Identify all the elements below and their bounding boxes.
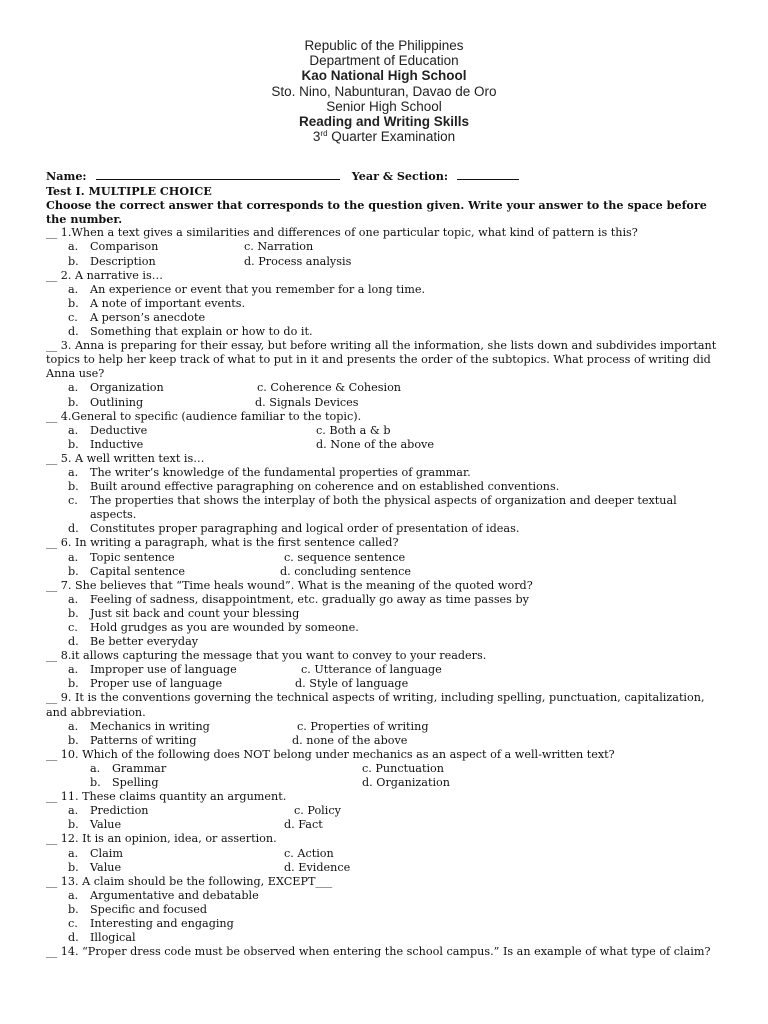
question-10: __ 10. Which of the following does NOT belong under mechanics as an aspect of a well-written text? [46,747,615,761]
header-republic: Republic of the Philippines [304,38,464,53]
question-7-option-c [46,621,726,635]
option-a: Comparison [90,240,159,254]
option-letter: c. [68,621,78,634]
question-5-option-b [46,480,726,494]
question-13-option-b [46,903,726,917]
question-3: __ 3. Anna is preparing for their essay, but before writing all the information, she lists down and subdivides important topics to help her keep track of what to put in it and presents the order of the subtopics. What process of writing did Anna use? [46,339,717,381]
question-13-option-d [46,931,726,945]
option-letter: a. [68,663,79,677]
option-c: c. Narration [244,240,314,254]
option-a: Claim [90,846,123,860]
option-text: Constitutes proper paragraphing and logical order of presentation of ideas. [90,522,520,536]
option-letter: a. [68,381,79,395]
option-b: Capital sentence [90,564,186,578]
exam-body [46,169,726,959]
option-letter: b. [68,818,79,832]
option-letter: b. [68,733,79,747]
option-text: aspects. [90,508,137,522]
question-2-option-d [46,325,726,339]
question-3-options-row1 [46,381,726,395]
question-5: __ 5. A well written text is… [46,451,205,465]
option-a: Deductive [90,423,148,437]
option-letter: d. [68,522,79,536]
question-6-options-row2 [46,565,726,579]
question-3-options-row2 [46,396,726,410]
question-6: __ 6. In writing a paragraph, what is the first sentence called? [46,536,399,550]
option-b: Description [90,254,156,268]
question-12-options-row2 [46,861,726,875]
quarter-number: 3 [312,129,321,145]
header-quarter [0,129,768,144]
question-7-option-b [46,607,726,621]
option-d: d. Signals Devices [255,395,359,409]
option-b: Patterns of writing [90,733,197,747]
name-label: Name: [46,169,87,183]
option-d: d. none of the above [292,733,408,747]
question-4: __ 4.General to specific (audience familiar to the topic). [46,409,362,423]
option-letter: a. [90,761,101,775]
option-b: Value [90,818,122,832]
name-blank[interactable] [96,169,340,180]
question-12-options-row1 [46,847,726,861]
year-section-label: Year & Section: [351,169,449,183]
question-8-options-row1 [46,663,726,677]
question-9-options-row1 [46,720,726,734]
option-c: c. Action [284,846,334,860]
question-14: __ 14. “Proper dress code must be observed when entering the school campus.” Is an example of what type of claim? [46,945,711,959]
quarter-suffix: rd [320,129,328,139]
option-c: c. Properties of writing [297,719,429,733]
question-13-option-a [46,889,726,903]
option-text: Just sit back and count your blessing [90,606,300,620]
option-d: d. Organization [362,776,450,790]
option-c: c. Utterance of language [301,663,442,677]
option-d: d. Evidence [284,860,351,874]
student-info-row [46,169,726,184]
question-9-options-row2 [46,734,726,748]
question-4-options-row2 [46,438,726,452]
option-c: c. sequence sentence [284,550,406,564]
option-letter: b. [68,902,79,916]
option-text: The writer’s knowledge of the fundamental properties of grammar. [90,465,471,479]
option-d: d. None of the above [316,437,434,451]
quarter-label: Quarter Examination [327,129,456,145]
option-letter: a. [68,846,79,860]
question-7: __ 7. She believes that “Time heals wound”. What is the meaning of the quoted word? [46,578,533,592]
option-b: Spelling [112,776,159,790]
question-8-options-row2 [46,677,726,691]
option-letter: c. [68,916,78,930]
option-c: c. Punctuation [362,761,444,775]
question-1: __ 1.When a text gives a similarities and differences of one particular topic, what kind of pattern is this? [46,226,638,240]
option-letter: a. [68,465,79,479]
question-2-option-c [46,311,726,325]
option-letter: b. [68,564,79,578]
option-d: d. Process analysis [244,254,352,268]
option-letter: a. [68,888,79,902]
header-department: Department of Education [309,53,459,69]
option-text: Built around effective paragraphing on coherence and on established conventions. [90,480,560,494]
question-7-option-d [46,635,726,649]
header-address: Sto. Nino, Nabunturan, Davao de Oro [271,83,497,99]
option-letter: d. [68,931,79,945]
test-instructions: Choose the correct answer that corresponds to the question given. Write your answer to the space before the number. [46,198,707,227]
header-subject: Reading and Writing Skills [298,114,470,130]
option-text: Specific and focused [90,902,208,916]
option-text: The properties that shows the interplay of both the physical aspects of organization and deeper textual [90,494,677,508]
question-12: __ 12. It is an opinion, idea, or assertion. [46,832,277,846]
option-letter: b. [68,437,79,451]
option-a: Grammar [112,761,167,775]
question-1-options-row2 [46,255,726,269]
option-letter: b. [90,776,101,790]
option-c: c. Both a & b [316,423,391,437]
question-13: __ 13. A claim should be the following, EXCEPT___ [46,874,333,888]
option-a: Topic sentence [90,550,175,564]
question-2-option-b [46,297,726,311]
question-9: __ 9. It is the conventions governing the technical aspects of writing, including spelling, punctuation, capitalization, and abbreviation. [46,691,705,719]
test-title: Test I. MULTIPLE CHOICE [46,184,212,199]
option-text: Feeling of sadness, disappointment, etc. gradually go away as time passes by [90,592,529,606]
option-b: Proper use of language [90,677,223,691]
option-d: d. concluding sentence [280,564,411,578]
option-text: Be better everyday [90,635,199,649]
option-letter: b. [68,677,79,691]
option-a: Organization [90,381,164,395]
option-c: c. Policy [294,804,341,818]
question-11-options-row1 [46,804,726,818]
option-letter: a. [68,282,79,296]
option-text: A person’s anecdote [90,310,206,324]
exam-header [0,38,768,144]
option-b: Inductive [90,437,144,451]
option-letter: a. [68,240,79,254]
question-1-options-row1 [46,240,726,254]
question-10-options-row1 [46,762,726,776]
question-5-option-a [46,466,726,480]
option-letter: b. [68,480,79,494]
option-letter: d. [68,325,79,339]
option-letter: a. [68,592,79,606]
option-letter: c. [68,494,78,508]
option-b: Value [90,860,122,874]
option-d: d. Style of language [295,677,409,691]
question-10-options-row2 [46,776,726,790]
header-level: Senior High School [326,98,442,114]
option-text: Hold grudges as you are wounded by someone. [90,621,359,634]
option-letter: b. [68,254,79,268]
option-letter: a. [68,550,79,564]
question-8: __ 8.it allows capturing the message that you want to convey to your readers. [46,649,487,663]
option-a: Mechanics in writing [90,719,210,733]
option-letter: a. [68,804,79,818]
question-5-option-d [46,522,726,536]
option-b: Outlining [90,395,144,409]
year-section-blank[interactable] [457,169,519,180]
option-text: Interesting and engaging [90,916,234,930]
option-a: Improper use of language [90,663,237,677]
option-text: Illogical [90,931,136,945]
option-letter: b. [68,296,79,310]
question-13-option-c [46,917,726,931]
option-letter: a. [68,719,79,733]
option-c: c. Coherence & Cohesion [257,381,402,395]
option-letter: b. [68,860,79,874]
question-4-options-row1 [46,424,726,438]
option-letter: b. [68,395,79,409]
question-2: __ 2. A narrative is… [46,268,163,282]
question-5-option-c-continued [46,508,726,522]
question-5-option-c [46,494,726,508]
option-a: Prediction [90,804,149,818]
option-text: Something that explain or how to do it. [90,325,313,339]
question-2-option-a [46,283,726,297]
option-text: A note of important events. [90,296,246,310]
question-11: __ 11. These claims quantity an argument. [46,790,287,804]
question-11-options-row2 [46,818,726,832]
option-d: d. Fact [284,818,323,832]
option-letter: a. [68,423,79,437]
option-letter: c. [68,310,78,324]
option-text: Argumentative and debatable [90,888,259,902]
option-letter: d. [68,635,79,649]
header-school: Kao National High School [301,68,467,84]
question-6-options-row1 [46,551,726,565]
option-text: An experience or event that you remember for a long time. [90,282,426,296]
option-letter: b. [68,606,79,620]
question-7-option-a [46,593,726,607]
